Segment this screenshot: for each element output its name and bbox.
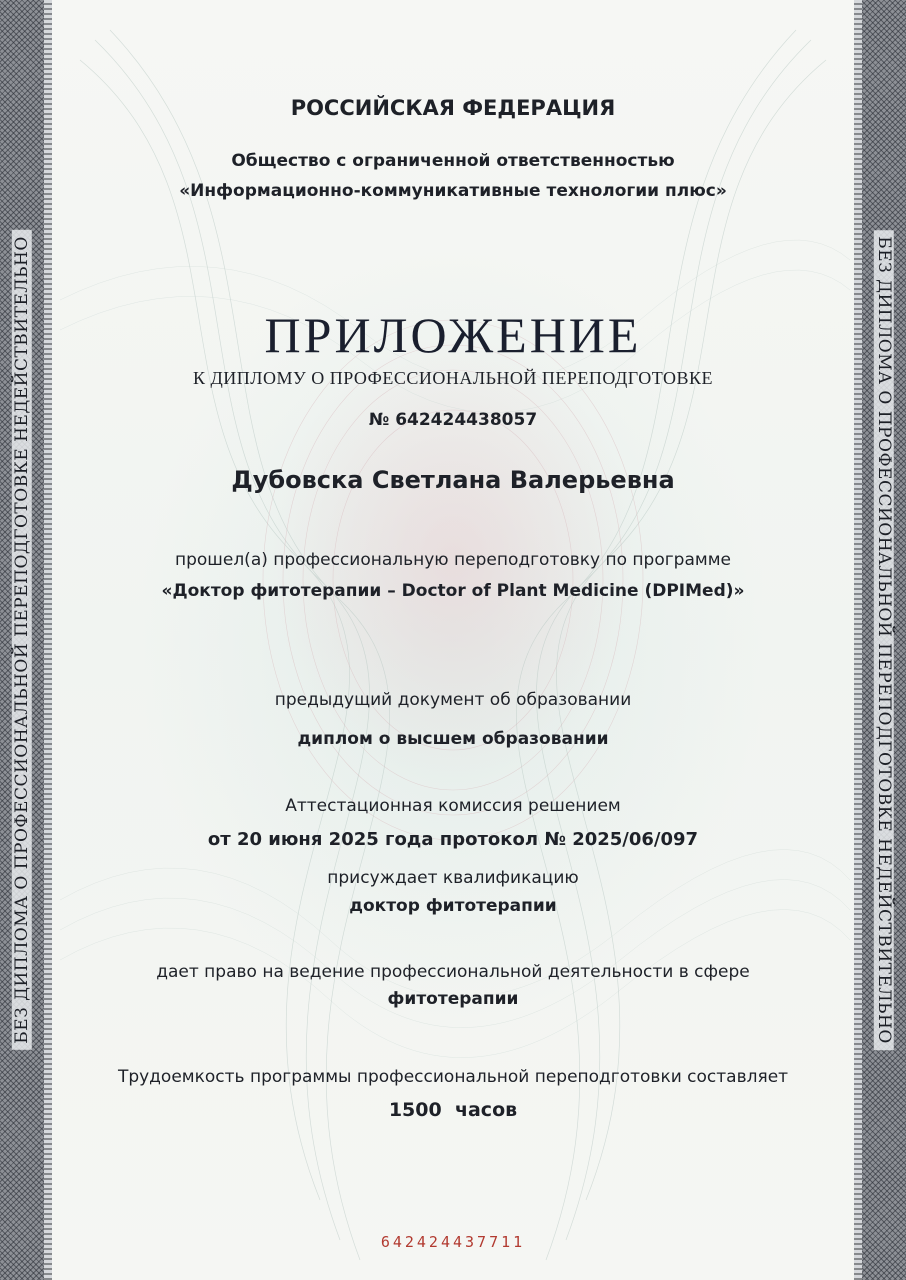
commission-awards: присуждает квалификацию [327,868,579,888]
border-text-right [862,0,906,1280]
commission-decision: от 20 июня 2025 года протокол № 2025/06/097 [207,829,699,850]
border-text-left-label: БЕЗ ДИПЛОМА О ПРОФЕССИОНАЛЬНОЙ ПЕРЕПОДГОТОВКЕ НЕДЕЙСТВИТЕЛЬНО [12,230,32,1050]
document-body [52,0,854,1280]
organization-type: Общество с ограниченной ответственностью [231,151,675,171]
document-subtitle: К ДИПЛОМУ О ПРОФЕССИОНАЛЬНОЙ ПЕРЕПОДГОТОВКЕ [192,368,714,388]
program-intro: прошел(а) профессиональную переподготовку по программе [175,550,731,570]
holder-name: Дубовска Светлана Валерьевна [231,466,675,494]
document-title: ПРИЛОЖЕНИЕ [264,307,642,363]
organization-name: «Информационно-коммуникативные технологии плюс» [179,181,727,201]
program-name: «Доктор фитотерапии – Doctor of Plant Medicine (DPIMed)» [161,581,745,601]
diploma-number: № 642424438057 [368,410,538,430]
workload-intro: Трудоемкость программы профессиональной переподготовки составляет [117,1067,789,1087]
previous-document-value: диплом о высшем образовании [297,729,609,749]
form-serial-number: 642424437711 [380,1233,526,1251]
country-heading: РОССИЙСКАЯ ФЕДЕРАЦИЯ [290,96,616,120]
rights-intro: дает право на ведение профессиональной деятельности в сфере [156,962,750,982]
border-stripe-left [44,0,52,1280]
previous-document-label: предыдущий документ об образовании [274,690,632,710]
qualification: доктор фитотерапии [349,896,557,916]
border-stripe-right [854,0,862,1280]
border-text-right-label: БЕЗ ДИПЛОМА О ПРОФЕССИОНАЛЬНОЙ ПЕРЕПОДГОТОВКЕ НЕДЕЙСТВИТЕЛЬНО [874,230,894,1050]
commission-intro: Аттестационная комиссия решением [285,796,621,816]
rights-field: фитотерапии [387,989,519,1009]
workload-hours: 1500 часов [388,1099,518,1121]
border-text-left [0,0,44,1280]
